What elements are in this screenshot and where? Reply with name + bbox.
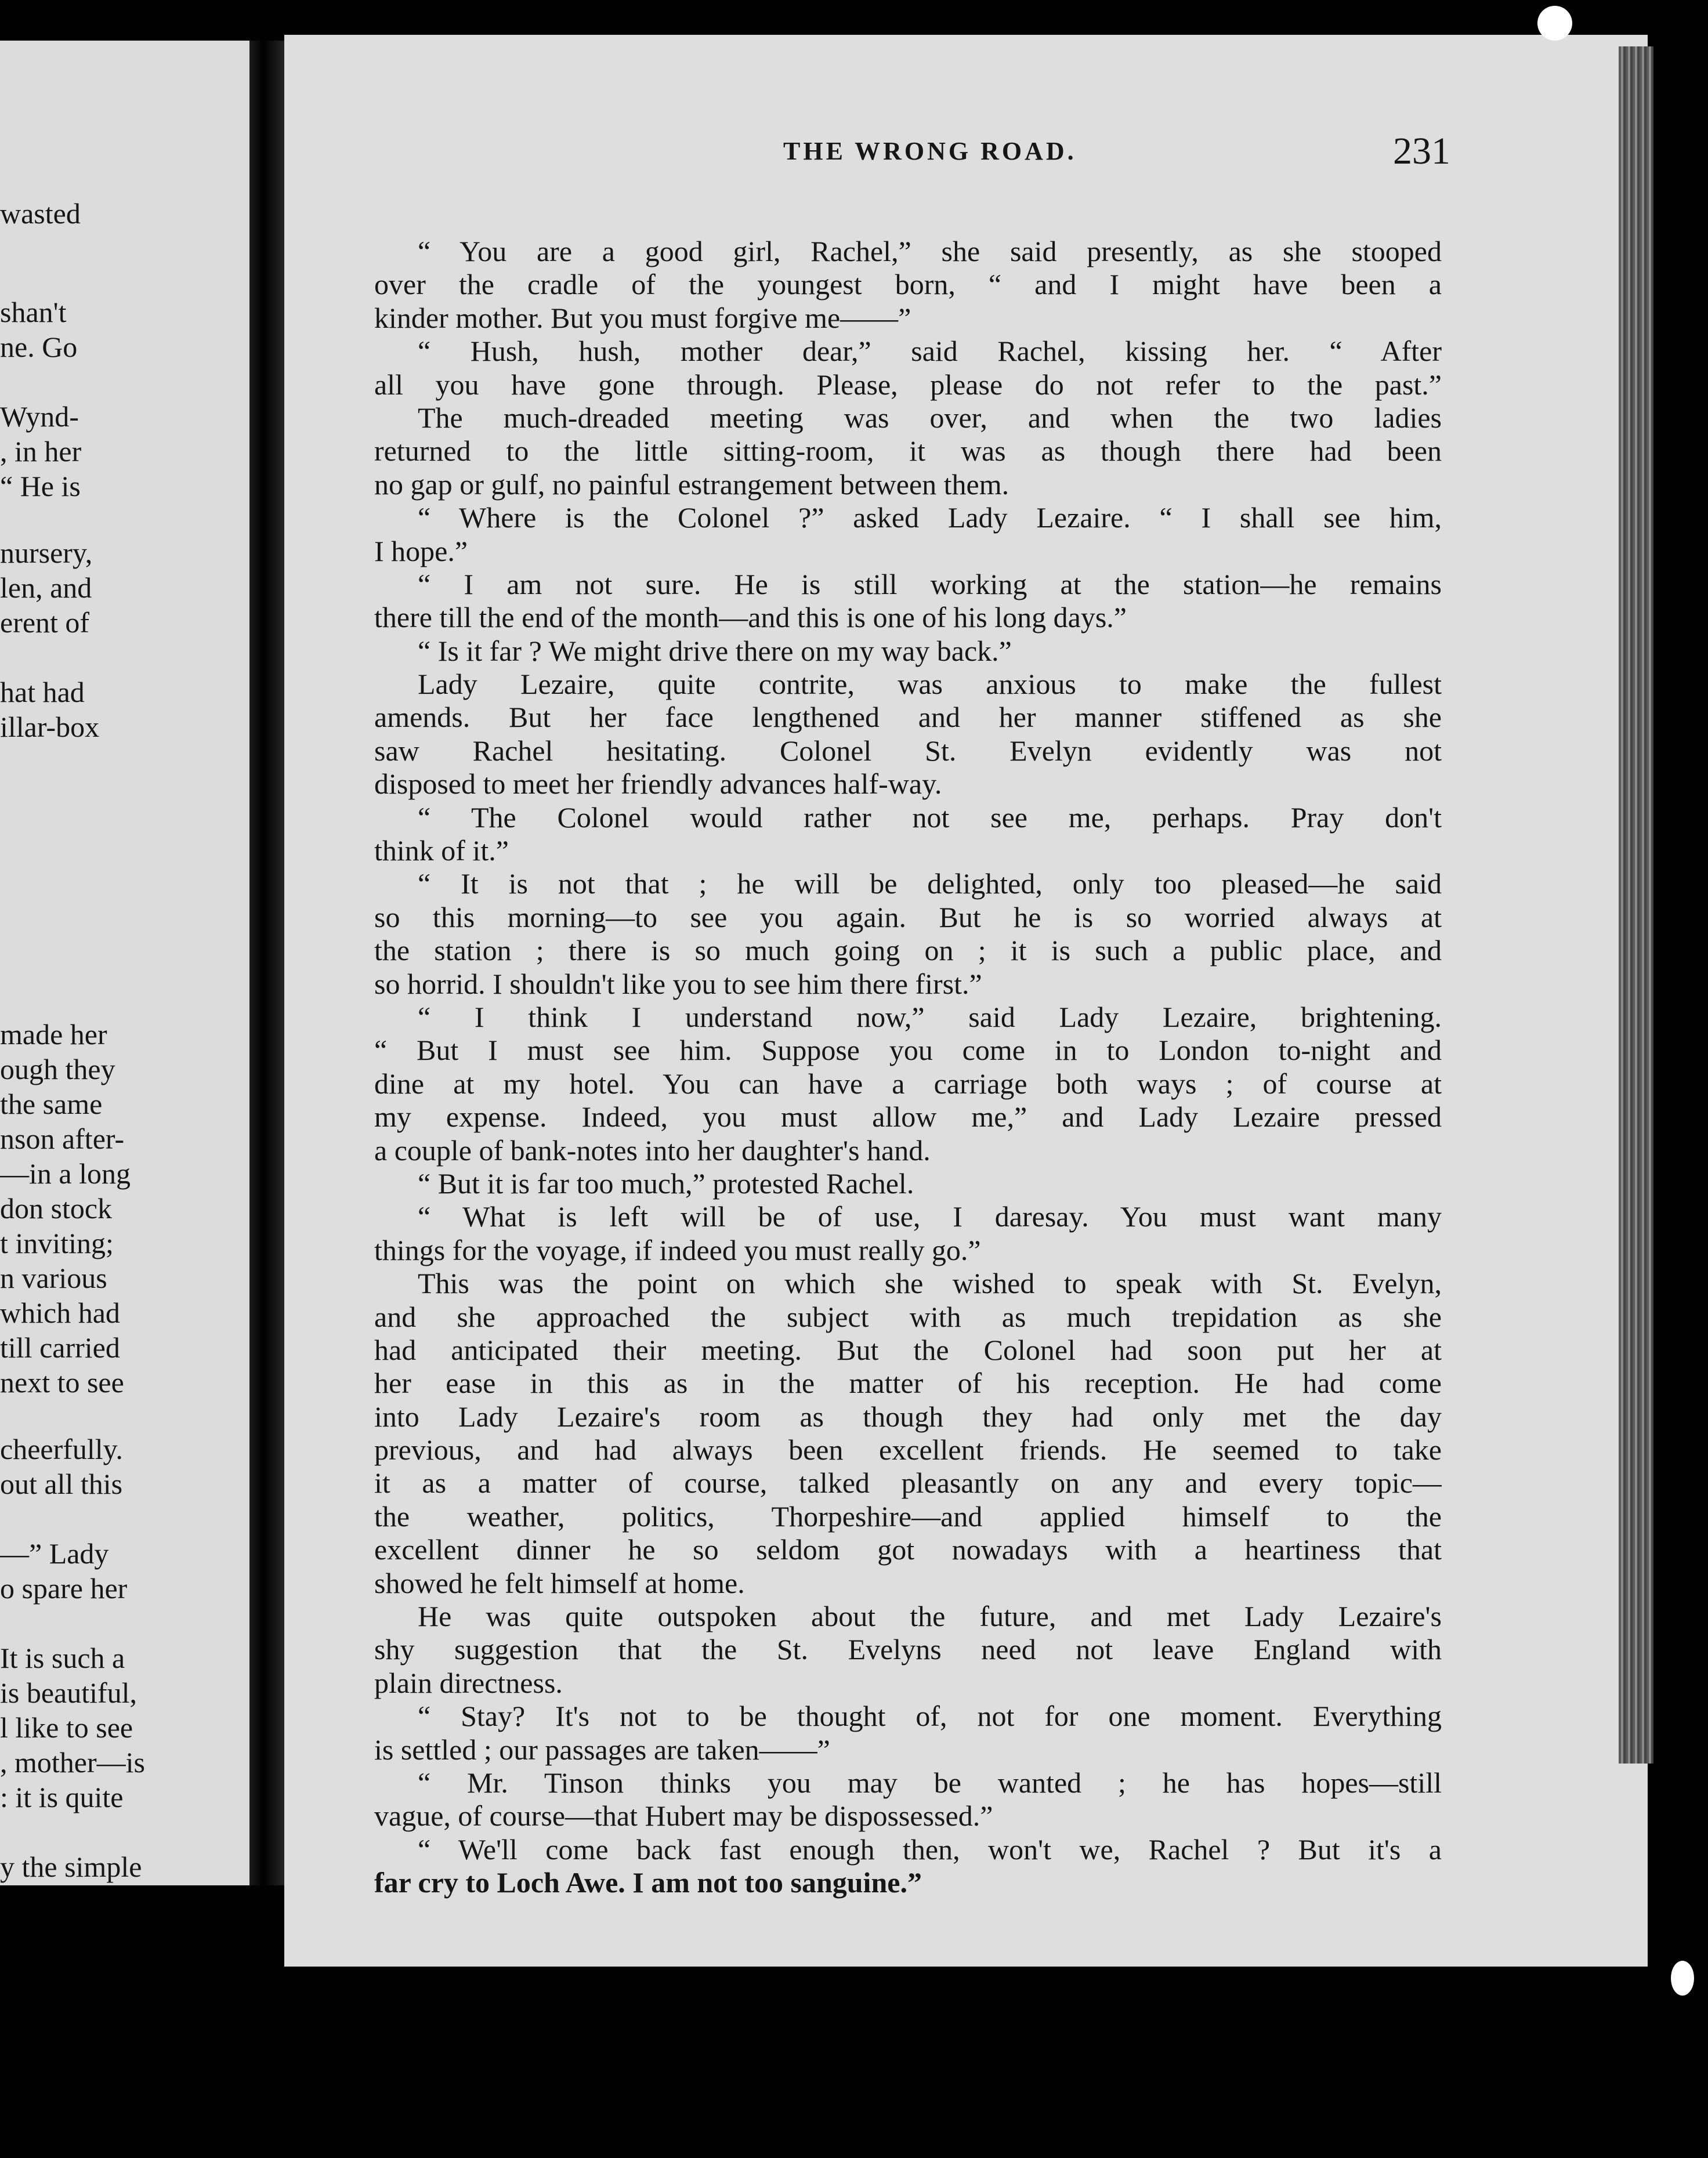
page-edge [1619,46,1653,1764]
text-line: think of it.” [374,834,509,867]
left-page-fragment: Wynd- [0,400,79,433]
text-line: so horrid. I shouldn't like you to see him there first.” [374,967,982,1000]
text-line: showed he felt himself at home. [374,1566,745,1599]
left-page-fragment: o spare her [0,1572,128,1605]
text-line: kinder mother. But you must forgive me——” [374,301,911,334]
text-line: The much-dreaded meeting was over, and when the two ladies [418,401,1442,434]
text-line: plain directness. [374,1666,563,1699]
text-line: “ But it is far too much,” protested Rachel. [418,1167,914,1200]
left-page-fragment: shan't [0,296,67,328]
body-text [374,235,1442,1900]
left-page-fragment: y the simple [0,1851,142,1883]
text-line: “ But I must see him. Suppose you come in to London to-night and [374,1034,1442,1067]
text-line: saw Rachel hesitating. Colonel St. Evelyn evidently was not [374,734,1442,767]
text-line: the weather, politics, Thorpeshire—and applied himself to the [374,1500,1442,1533]
text-line: amends. But her face lengthened and her manner stiffened as she [374,701,1442,734]
left-page-fragment: len, and [0,571,92,604]
left-page-fragment: till carried [0,1331,120,1364]
left-page-fragment: is beautiful, [0,1677,137,1709]
text-line: “ Hush, hush, mother dear,” said Rachel, kissing her. “ After [418,335,1442,368]
text-line: “ I think I understand now,” said Lady Lezaire, brightening. [418,1000,1442,1033]
left-page-fragment: out all this [0,1468,123,1500]
left-page-fragment: made her [0,1018,107,1051]
text-line: things for the voyage, if indeed you must really go.” [374,1233,981,1266]
left-page-fragment: n various [0,1262,107,1294]
paper-speck [1671,1961,1694,1996]
left-page-fragment: next to see [0,1366,124,1399]
text-line: had anticipated their meeting. But the Colonel had soon put her at [374,1333,1442,1366]
left-page-fragment: illar-box [0,711,100,743]
text-line: and she approached the subject with as much trepidation as she [374,1300,1442,1333]
text-line: previous, and had always been excellent friends. He seemed to take [374,1433,1442,1467]
text-line: He was quite outspoken about the future, and met Lady Lezaire's [418,1600,1442,1633]
text-line: her ease in this as in the matter of his reception. He had come [374,1367,1442,1400]
text-line: “ What is left will be of use, I daresay. You must want many [418,1200,1442,1233]
text-line: disposed to meet her friendly advances half-way. [374,767,942,801]
text-line: shy suggestion that the St. Evelyns need not leave England with [374,1633,1442,1666]
text-line: “ The Colonel would rather not see me, perhaps. Pray don't [418,801,1442,834]
text-line: dine at my hotel. You can have a carriage both ways ; of course at [374,1067,1442,1100]
running-head: THE WRONG ROAD. [783,137,1077,165]
left-page-fragment: —in a long [0,1157,131,1190]
text-line: “ You are a good girl, Rachel,” she said presently, as she stooped [418,235,1442,267]
text-line: a couple of bank-notes into her daughter's hand. [374,1134,931,1167]
text-line: the station ; there is so much going on ; it is such a public place, and [374,934,1442,967]
left-page-fragment: nson after- [0,1123,125,1155]
left-page-fragment: erent of [0,606,90,639]
left-page-fragment: ough they [0,1053,115,1085]
text-line: it as a matter of course, talked pleasantly on any and every topic— [374,1467,1442,1500]
text-line: vague, of course—that Hubert may be dispossessed.” [374,1799,993,1833]
text-line: no gap or gulf, no painful estrangement between them. [374,468,1009,501]
left-page-fragment: hat had [0,676,85,708]
paper-speck [1537,6,1572,41]
text-line: I hope.” [374,534,468,567]
left-page-fragment: , in her [0,435,82,468]
left-page-fragment: ne. Go [0,331,78,363]
page-number: 231 [1393,130,1450,172]
text-line: Lady Lezaire, quite contrite, was anxious to make the fullest [418,668,1442,701]
text-line: excellent dinner he so seldom got nowadays with a heartiness that [374,1533,1442,1566]
text-line: all you have gone through. Please, please do not refer to the past.” [374,368,1442,401]
text-line: over the cradle of the youngest born, “ and I might have been a [374,268,1442,301]
text-line: “ We'll come back fast enough then, won't we, Rachel ? But it's a [418,1833,1442,1866]
left-page-fragment: the same [0,1088,103,1120]
left-page-fragment: cheerfully. [0,1433,123,1465]
text-line: “ Where is the Colonel ?” asked Lady Lezaire. “ I shall see him, [418,501,1442,534]
left-page-fragment: l like to see [0,1711,133,1744]
left-page-fragment: : it is quite [0,1781,124,1813]
text-line: “ I am not sure. He is still working at the station—he remains [418,567,1442,600]
left-page-fragment: nursery, [0,537,93,569]
text-line: This was the point on which she wished to speak with St. Evelyn, [418,1267,1442,1300]
text-line: returned to the little sitting-room, it was as though there had been [374,435,1442,468]
left-page-fragment: don stock [0,1192,113,1225]
left-page-fragment: t inviting; [0,1227,114,1259]
left-page-fragment: —” Lady [0,1537,109,1570]
left-page-fragment: It is such a [0,1642,125,1674]
left-page-fragment: , mother—is [0,1746,145,1779]
text-line: “ Stay? It's not to be thought of, not for one moment. Everything [418,1700,1442,1733]
text-line: “ It is not that ; he will be delighted, only too pleased—he said [418,867,1442,900]
text-line: so this morning—to see you again. But he is so worried always at [374,900,1442,933]
text-line: “ Is it far ? We might drive there on my way back.” [418,634,1012,667]
left-page-fragment: which had [0,1297,120,1329]
text-line: far cry to Loch Awe. I am not too sanguine.” [374,1866,922,1899]
left-page-fragment: “ He is [0,470,81,502]
text-line: my expense. Indeed, you must allow me,” and Lady Lezaire pressed [374,1100,1442,1134]
left-page-fragment: wasted [0,197,81,230]
text-line: is settled ; our passages are taken——” [374,1733,830,1766]
text-line: “ Mr. Tinson thinks you may be wanted ; he has hopes—still [418,1766,1442,1799]
book-gutter [249,41,284,1885]
text-line: there till the end of the month—and this is one of his long days.” [374,601,1127,634]
left-page [0,41,249,1885]
page-header [499,130,1450,183]
text-line: into Lady Lezaire's room as though they had only met the day [374,1400,1442,1433]
